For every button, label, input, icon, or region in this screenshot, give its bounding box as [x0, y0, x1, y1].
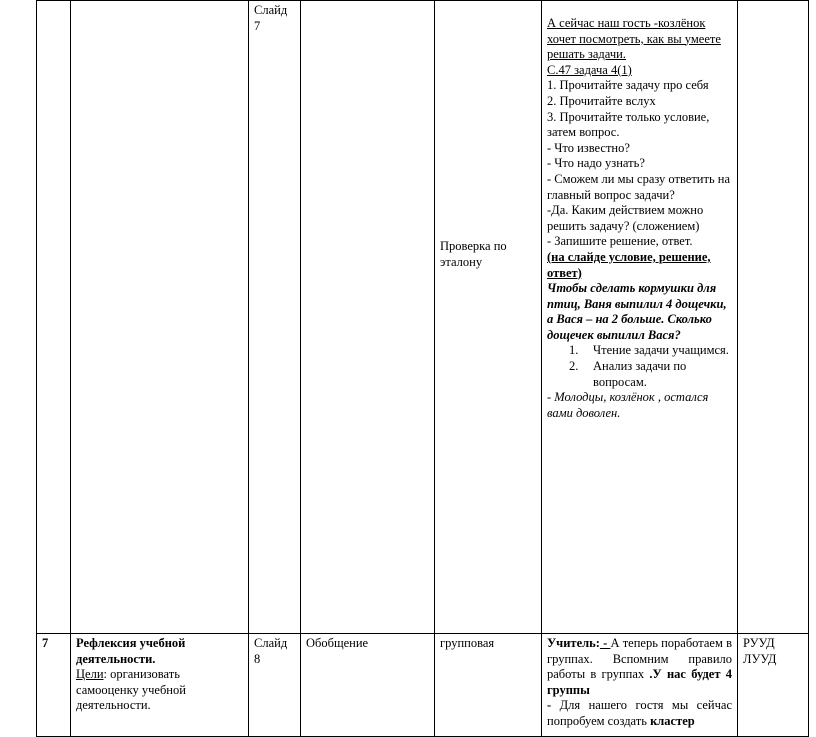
number-cell	[37, 634, 71, 737]
stage-cell	[71, 1, 249, 634]
form-label: групповая	[440, 636, 495, 650]
slide-cell	[249, 1, 301, 634]
content-step-1: 1. Прочитайте задачу про себя	[547, 78, 709, 93]
teacher-instruction: Учитель: - А теперь поработаем в группах. Вспомним правило работы в группах .У нас будет 4 группы	[547, 636, 732, 697]
method-cell	[301, 634, 435, 737]
uud-cell	[738, 634, 809, 737]
lesson-plan-table	[36, 0, 809, 737]
form-cell	[435, 634, 542, 737]
content-intro: А сейчас наш гость -козлёнок хочет посмотреть, как вы умеете решать задачи.	[547, 16, 721, 62]
method-label: Обобщение	[306, 636, 369, 650]
stage-title: Рефлексия учебной деятельности.	[76, 636, 186, 666]
content-praise: - Молодцы, козлёнок , остался вами доволен.	[547, 390, 709, 420]
uud-cell	[738, 1, 809, 634]
stage-goal: Цели: организовать самооценку учебной деятельности.	[76, 667, 186, 713]
content-step-3: 3. Прочитайте только условие, затем вопрос.	[547, 109, 710, 140]
content-question-2: - Что надо узнать?	[547, 156, 645, 171]
number-cell	[37, 1, 71, 634]
form-label: Проверка по эталону	[440, 239, 507, 269]
content-write-solution: - Запишите решение, ответ.	[547, 234, 693, 249]
content-task-ref: С.47 задача 4(1)	[547, 62, 632, 77]
content-step-2: 2. Прочитайте вслух	[547, 93, 656, 108]
row-number: 7	[42, 636, 49, 650]
cluster-instruction: - Для нашего гостя мы сейчас попробуем создать кластер	[547, 698, 733, 728]
content-slide-note: (на слайде условие, решение, ответ)	[547, 249, 711, 280]
content-problem-text: Чтобы сделать кормушки для птиц, Ваня выпилил 4 дощечки, а Вася – на 2 больше. Сколько дощечек выпилил Вася?	[547, 281, 727, 342]
list-item: 1. Чтение задачи учащимся.	[569, 343, 729, 358]
content-cell	[542, 1, 738, 634]
list-item: 2. Анализ задачи по вопросам.	[569, 359, 687, 389]
content-answer: -Да. Каким действием можно решить задачу? (сложением)	[547, 203, 704, 233]
form-cell	[435, 1, 542, 634]
uud-label: РУУД ЛУУД	[743, 636, 777, 666]
slide-label: Слайд 8	[254, 636, 288, 666]
table-row	[37, 1, 809, 634]
table-row	[37, 634, 809, 737]
method-cell	[301, 1, 435, 634]
slide-label: Слайд 7	[254, 3, 288, 33]
content-question-1: - Что известно?	[547, 140, 630, 155]
slide-cell	[249, 634, 301, 737]
content-cell	[542, 634, 738, 737]
stage-cell	[71, 634, 249, 737]
content-question-3: - Сможем ли мы сразу ответить на главный вопрос задачи?	[547, 171, 731, 202]
